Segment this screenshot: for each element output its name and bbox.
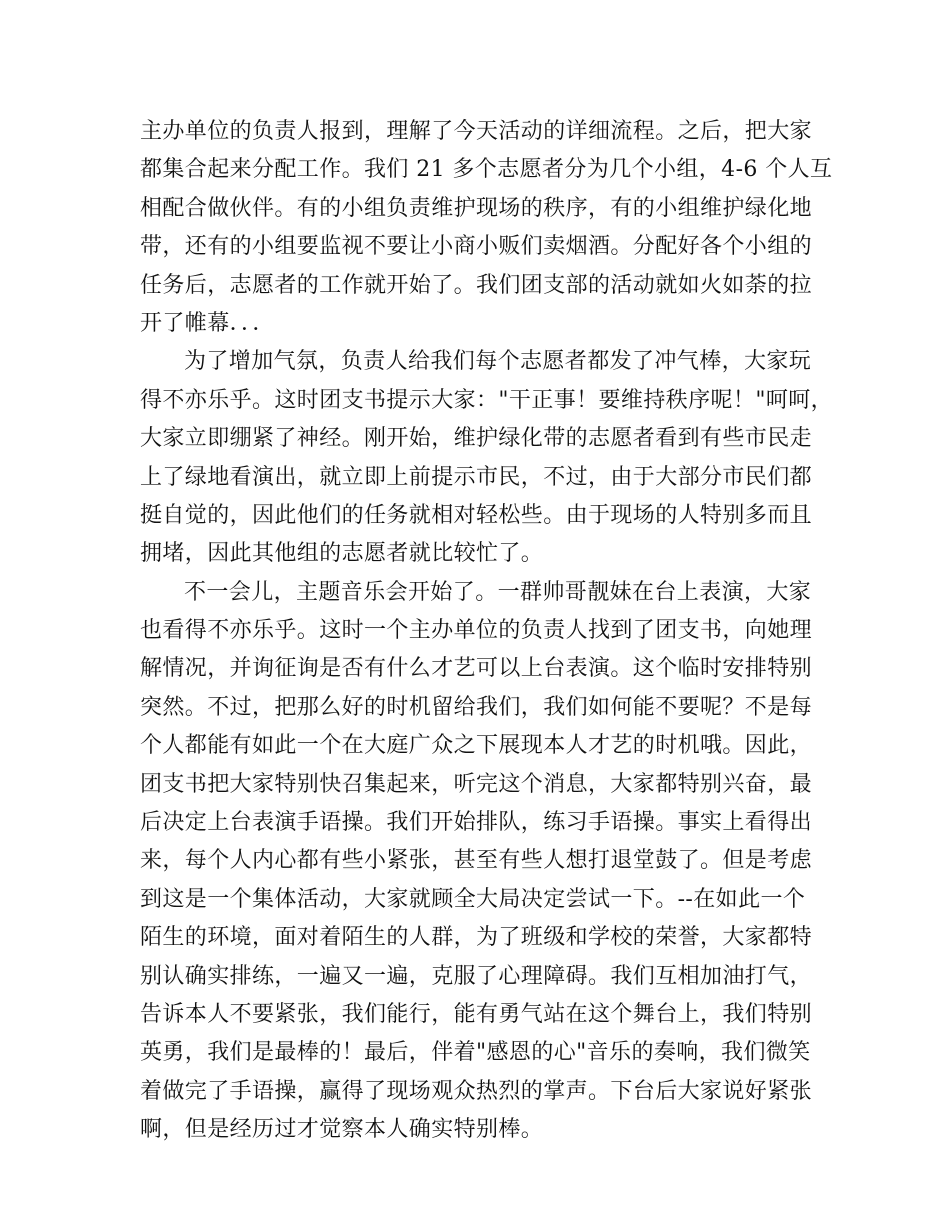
text-line: 突然。不过，把那么好的时机留给我们，我们如何能不要呢？不是每: [140, 694, 813, 720]
text-line: 拥堵，因此其他组的志愿者就比较忙了。: [140, 541, 544, 567]
text-line: 开了帷幕．．．: [140, 310, 275, 336]
paragraph-1: [140, 113, 833, 343]
text-line: 陌生的环境，面对着陌生的人群，为了班级和学校的荣誉，大家都特: [140, 925, 813, 951]
text-line: 后决定上台表演手语操。我们开始排队，练习手语操。事实上看得出: [140, 810, 813, 836]
text-line: 得不亦乐乎。这时团支书提示大家："干正事！要维持秩序呢！"呵呵，: [140, 387, 834, 413]
text-line: 也看得不亦乐乎。这时一个主办单位的负责人找到了团支书，向她理: [140, 618, 813, 644]
text-line: 主办单位的负责人报到，理解了今天活动的详细流程。之后，把大家: [140, 119, 813, 144]
text-line: 啊，但是经历过才觉察本人确实特别棒。: [140, 1117, 544, 1143]
text-line: 解情况，并询征询是否有什么才艺可以上台表演。这个临时安排特别: [140, 656, 813, 682]
text-line: 带，还有的小组要监视不要让小商小贩们卖烟酒。分配好各个小组的: [140, 234, 813, 260]
text-line: 着做完了手语操，赢得了现场观众热烈的掌声。下台后大家说好紧张: [140, 1078, 813, 1104]
text-line: 相配合做伙伴。有的小组负责维护现场的秩序，有的小组维护绿化地: [140, 195, 813, 221]
text-line: 来，每个人内心都有些小紧张，甚至有些人想打退堂鼓了。但是考虑: [140, 848, 813, 874]
text-line: 到这是一个集体活动，大家就顾全大局决定尝试一下。--在如此一个: [140, 886, 806, 912]
paragraph-3: [140, 574, 815, 1150]
text-line: 个人都能有如此一个在大庭广众之下展现本人才艺的时机哦。因此，: [140, 733, 813, 759]
text-line-indented: 不一会儿，主题音乐会开始了。一群帅哥靓妹在台上表演，大家: [184, 579, 812, 605]
text-line: 挺自觉的，因此他们的任务就相对轻松些。由于现场的人特别多而且: [140, 502, 813, 528]
text-line: 上了绿地看演出，就立即上前提示市民，不过，由于大部分市民们都: [140, 464, 813, 490]
text-line: 任务后，志愿者的工作就开始了。我们团支部的活动就如火如荼的拉: [140, 272, 813, 298]
text-line: 告诉本人不要紧张，我们能行，能有勇气站在这个舞台上，我们特别: [140, 1001, 813, 1027]
document-body: [140, 113, 834, 1150]
text-line: 大家立即绷紧了神经。刚开始，维护绿化带的志愿者看到有些市民走: [140, 426, 813, 452]
text-line: 别认确实排练，一遍又一遍，克服了心理障碍。我们互相加油打气，: [140, 963, 813, 989]
text-line-indented: 为了增加气氛，负责人给我们每个志愿者都发了冲气棒，大家玩: [184, 349, 812, 375]
text-line: 都集合起来分配工作。我们 21 多个志愿者分为几个小组，4-6 个人互: [140, 157, 833, 183]
text-line: 英勇，我们是最棒的！最后，伴着"感恩的心"音乐的奏响，我们微笑: [140, 1040, 811, 1066]
text-line: 团支书把大家特别快召集起来，听完这个消息，大家都特别兴奋，最: [140, 771, 813, 797]
paragraph-2: [140, 343, 834, 573]
